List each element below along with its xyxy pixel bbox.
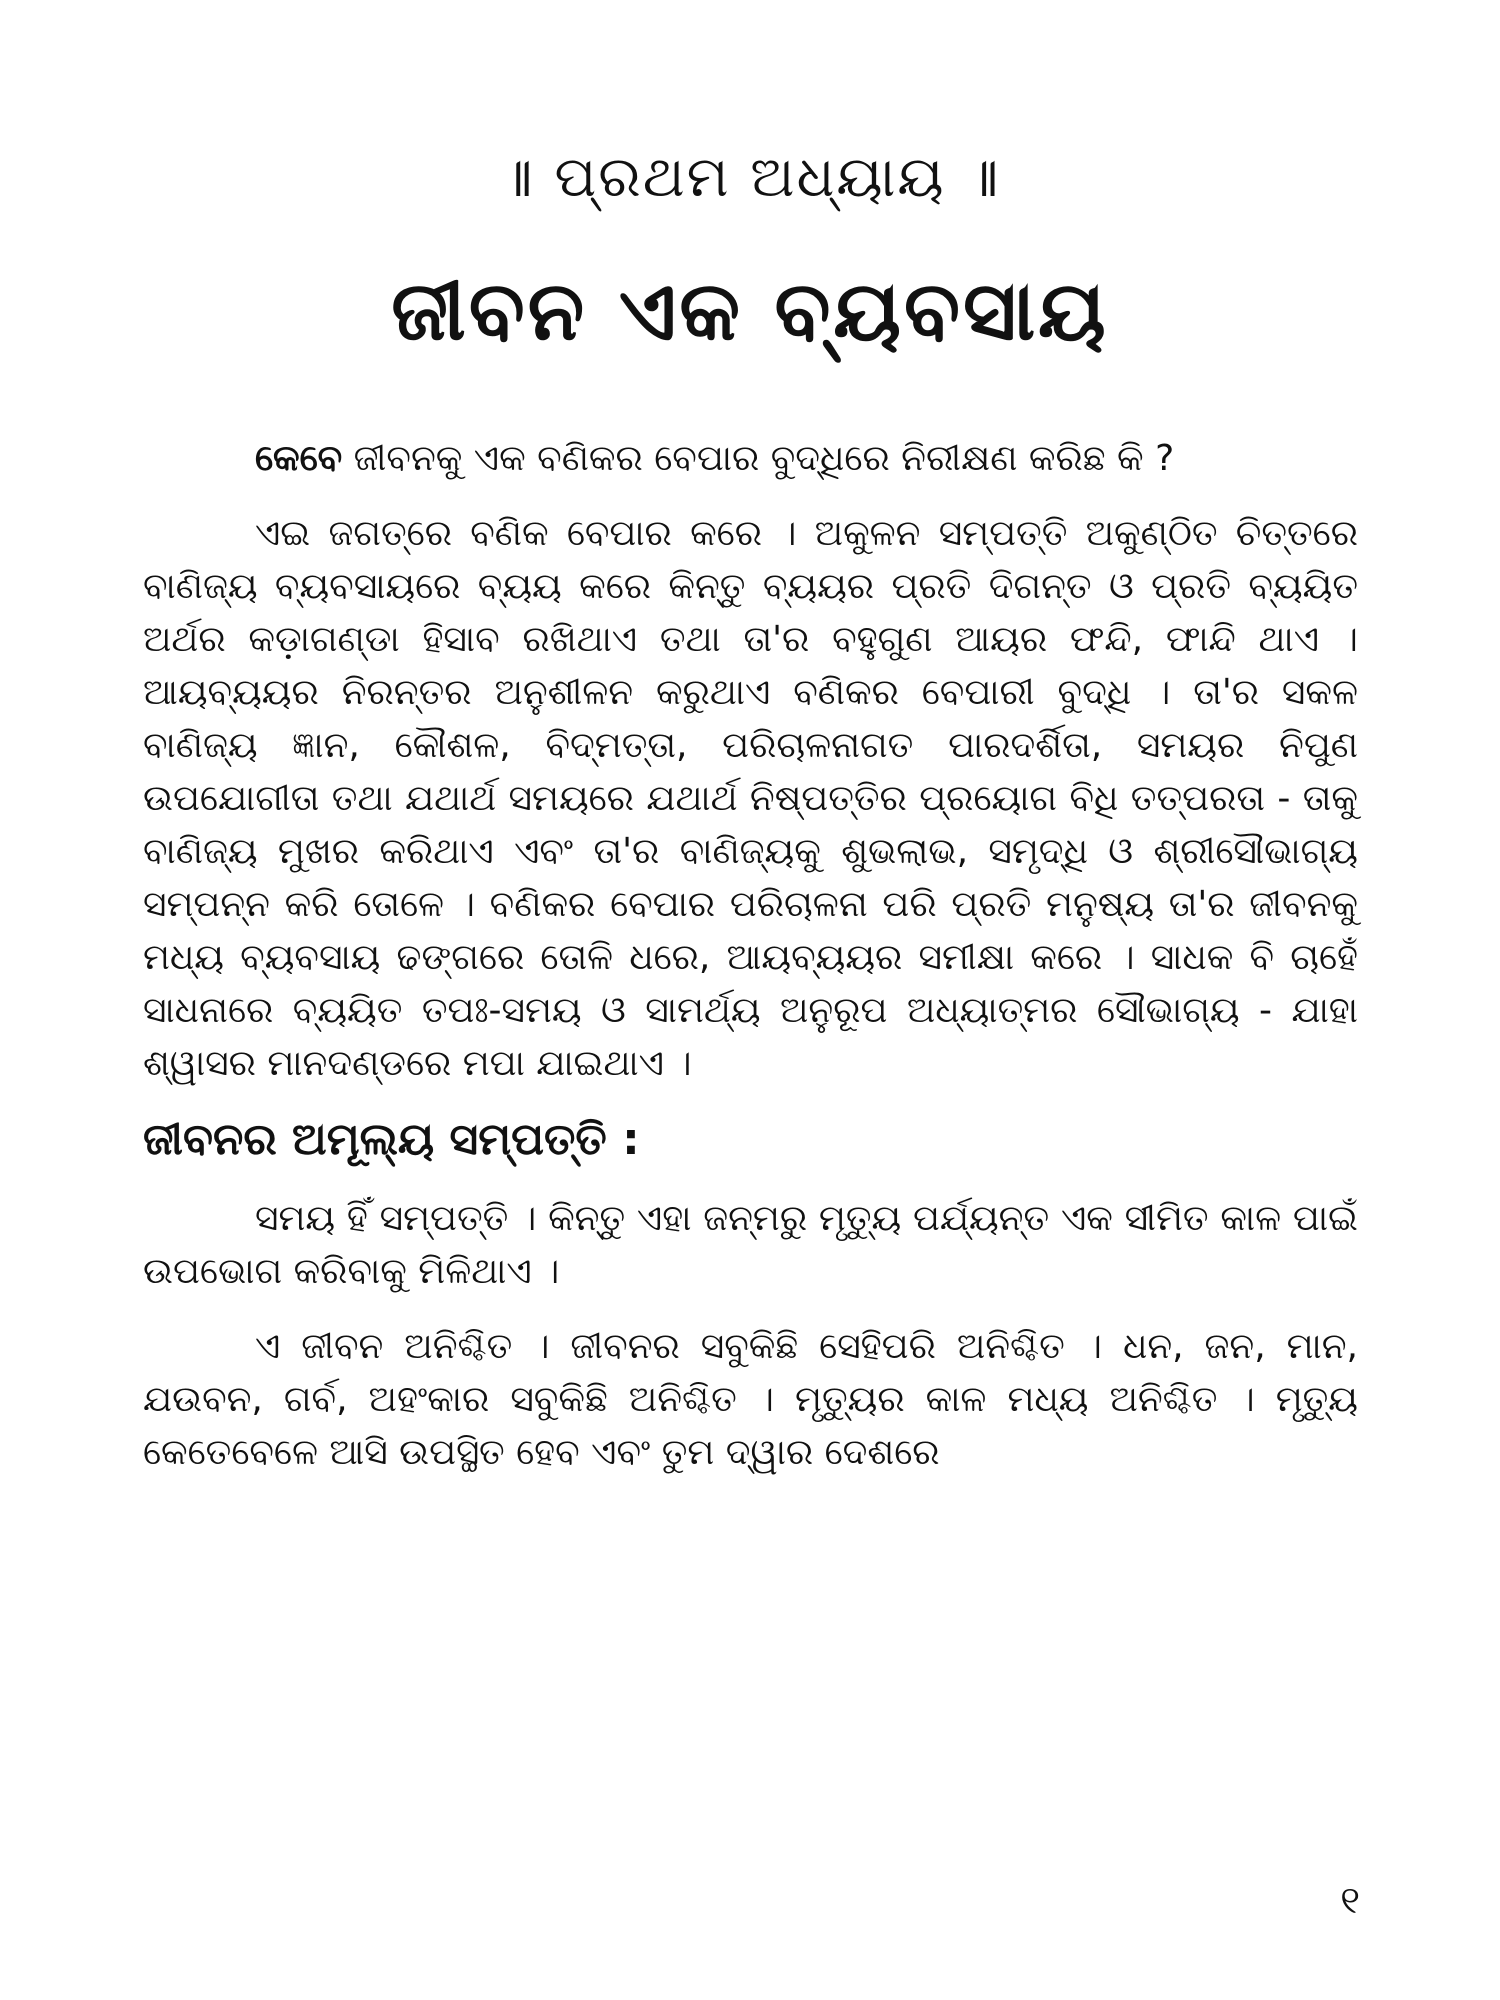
paragraph-1-text: ଜୀବନକୁ ଏକ ବଣିକର ବେପାର ବୁଦ୍ଧିରେ ନିରୀକ୍ଷଣ କରିଛ କି ? xyxy=(342,438,1175,479)
paragraph-3: ସମୟ ହିଁ ସମ୍ପତ୍ତି । କିନ୍ତୁ ଏହା ଜନ୍ମରୁ ମୃତ୍ୟୁ ପର୍ଯ୍ୟନ୍ତ ଏକ ସୀମିତ କାଳ ପାଇଁ ଉପଭୋଗ କରିବାକୁ ମିଳିଥାଏ । xyxy=(143,1198,1358,1292)
paragraph-1 xyxy=(143,432,1358,485)
paragraph-2: ଏଇ ଜଗତ୍‌ରେ ବଣିକ ବେପାର କରେ । ଅକୁଳନ ସମ୍ପତ୍ତି ଅକୁଣ୍ଠିତ ଚିତ୍ତରେ ବାଣିଜ୍ୟ ବ୍ୟବସାୟରେ ବ୍ୟୟ କରେ କିନ୍ତୁ ବ୍ୟୟର ପ୍ରତି ଦିଗନ୍ତ ଓ ପ୍ରତି ବ୍ୟୟିତ ଅର୍ଥର କଡ଼ାଗଣ୍ଡା ହିସାବ ରଖିଥାଏ ତଥା ତା'ର ବହୁଗୁଣ ଆୟର ଫନ୍ଦି, ଫାନ୍ଦି ଥାଏ । ଆୟବ୍ୟୟର ନିରନ୍ତର ଅନୁଶୀଳନ କରୁଥାଏ ବଣିକର ବେପାରୀ ବୁଦ୍ଧି । ତା'ର ସକଳ ବାଣିଜ୍ୟ ଜ୍ଞାନ, କୌଶଳ, ବିଦ୍‌ମତ୍ତା, ପରିଚାଳନାଗତ ପାରଦର୍ଶିତା, ସମୟର ନିପୁଣ ଉପଯୋଗୀତା ତଥା ଯଥାର୍ଥ ସମୟରେ ଯଥାର୍ଥ ନିଷ୍ପତ୍ତିର ପ୍ରୟୋଗ ବିଧି ତତ୍ପରତା - ତାକୁ ବାଣିଜ୍ୟ ମୁଖର କରିଥାଏ ଏବଂ ତା'ର ବାଣିଜ୍ୟକୁ ଶୁଭଲାଭ, ସମୃଦ୍ଧି ଓ ଶ୍ରୀସୌଭାଗ୍ୟ ସମ୍ପନ୍ନ କରି ତୋଳେ । ବଣିକର ବେପାର ପରିଚାଳନା ପରି ପ୍ରତି ମନୁଷ୍ୟ ତା'ର ଜୀବନକୁ ମଧ୍ୟ ବ୍ୟବସାୟ ଢଙ୍ଗରେ ତୋଳି ଧରେ, ଆୟବ୍ୟୟର ସମୀକ୍ଷା କରେ । ସାଧକ ବି ଚାହେଁ ସାଧନାରେ ବ୍ୟୟିତ ତପଃ-ସମୟ ଓ ସାମର୍ଥ୍ୟ ଅନୁରୂପ ଅଧ୍ୟାତ୍ମର ସୌଭାଗ୍ୟ - ଯାହା ଶ୍ୱାସର ମାନଦଣ୍ଡରେ ମପା ଯାଇଥାଏ । xyxy=(143,513,1358,1084)
body-text xyxy=(143,432,1358,1501)
section-heading: ଜୀବନର ଅମୂଲ୍ୟ ସମ୍ପତ୍ତି : xyxy=(143,1114,640,1165)
chapter-label: ॥ ପ୍ରଥମ ଅଧ୍ୟାୟ ॥ xyxy=(499,145,1001,210)
chapter-title: ଜୀବନ ଏକ ବ୍ୟବସାୟ xyxy=(391,264,1109,359)
paragraph-1-first-word: କେବେ xyxy=(255,438,343,479)
paragraph-4: ଏ ଜୀବନ ଅନିଶ୍ଚିତ । ଜୀବନର ସବୁକିଛି ସେହିପରି ଅନିଶ୍ଚିତ । ଧନ, ଜନ, ମାନ, ଯଉବନ, ଗର୍ବ, ଅହଂକାର ସବୁକିଛି ଅନିଶ୍ଚିତ । ମୃତ୍ୟୁର କାଳ ମଧ୍ୟ ଅନିଶ୍ଚିତ । ମୃତ୍ୟୁ କେତେବେଳେ ଆସି ଉପସ୍ଥିତ ହେବ ଏବଂ ତୁମ ଦ୍ୱାର ଦେଶରେ xyxy=(143,1326,1358,1473)
page-number: ୧ xyxy=(1340,1878,1360,1922)
